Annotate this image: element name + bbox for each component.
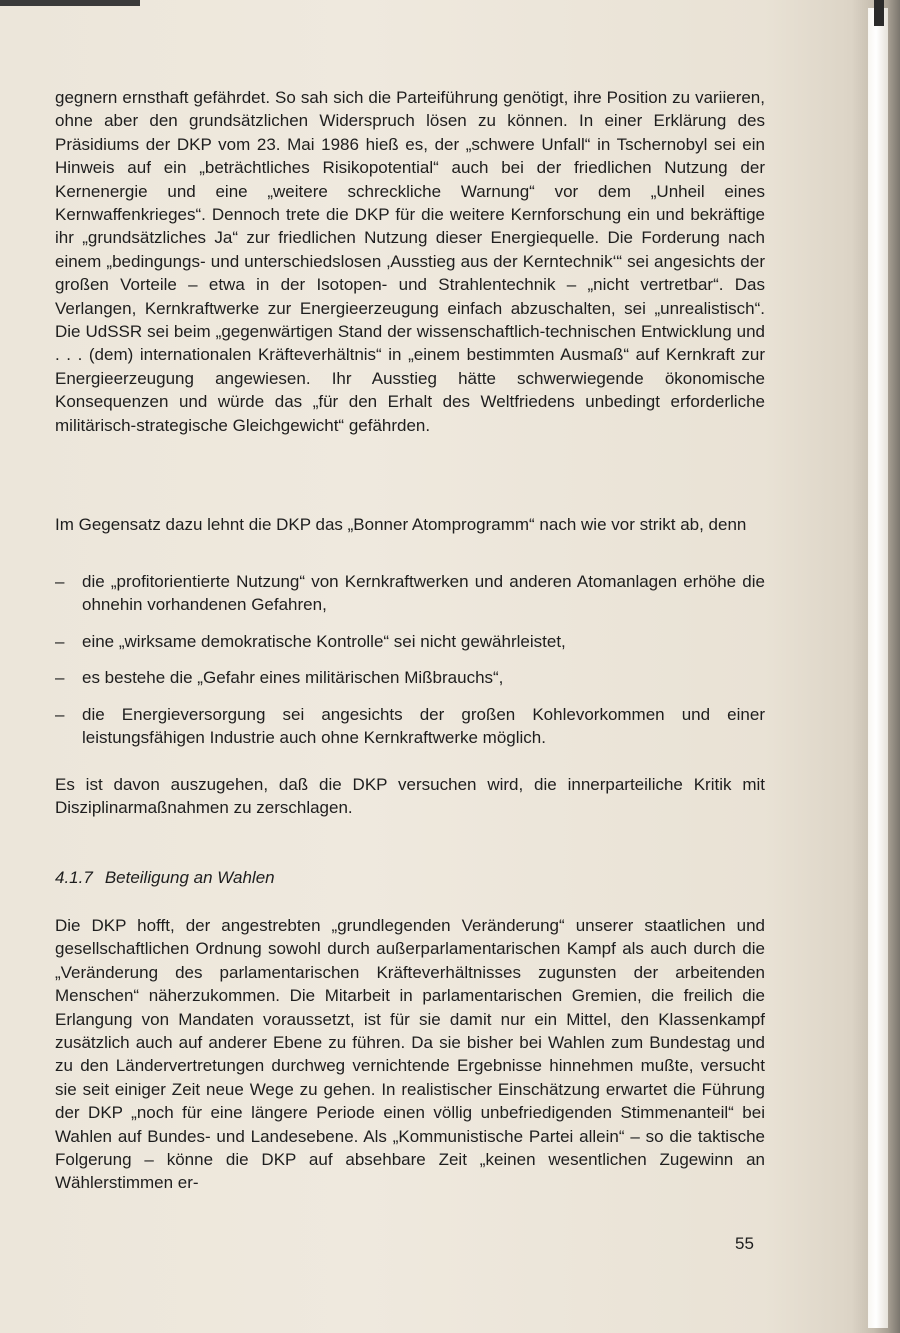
list-item-text: eine „wirksame demokratische Kontrolle“ sei nicht gewährleistet, bbox=[82, 631, 566, 651]
dash-bullet: – bbox=[55, 668, 65, 688]
paragraph-text: Im Gegensatz dazu lehnt die DKP das „Bonner Atomprogramm“ nach wie vor strikt ab, denn bbox=[55, 515, 747, 534]
section-number: 4.1.7 bbox=[55, 868, 93, 887]
paragraph-disziplinarmassnahmen bbox=[55, 773, 765, 820]
dash-bullet: – bbox=[55, 572, 65, 591]
paragraph-wahlen bbox=[55, 914, 765, 1195]
paragraph-text: Es ist davon auszugehen, daß die DKP versuchen wird, die innerparteiliche Kritik mit Disziplinarmaßnahmen zu zerschlagen. bbox=[55, 775, 765, 818]
list-item-text: die „profitorientierte Nutzung“ von Kernkraftwerken und anderen Atomanlagen erhöhe die ohnehin vorhandenen Gefahren, bbox=[82, 572, 765, 615]
binding-top-mark bbox=[874, 0, 884, 26]
list-item bbox=[55, 570, 765, 617]
dash-bullet: – bbox=[55, 631, 65, 651]
dash-bullet: – bbox=[55, 704, 65, 724]
list-item-text: es bestehe die „Gefahr eines militärischen Mißbrauchs“, bbox=[82, 668, 504, 688]
reasons-list bbox=[55, 570, 765, 762]
list-item bbox=[55, 630, 765, 653]
paragraph-chernobyl bbox=[55, 86, 765, 437]
paragraph-text: Die DKP hofft, der angestrebten „grundlegenden Veränderung“ unserer staatlichen und gesellschaftlichen Ordnung sowohl durch außerparlamentarischen Kampf als auch durch die „Veränderung des parlamentarischen Kräfteverhältnisses zugunsten der arbeitenden Menschen“ näherzukommen. Die Mitarbeit in parlamentarischen Gremien, die freilich die Erlangung von Mandaten voraussetzt, ist für sie damit nur ein Mittel, den Klassenkampf zusätzlich auch auf anderer Ebene zu führen. Da sie bisher bei Wahlen zum Bundestag und zu den Ländervertretungen durchweg vernichtende Ergebnisse hinnehmen mußte, versucht sie seit einiger Zeit neue Wege zu gehen. In realistischer Einschätzung erwartet die Führung der DKP „noch für eine längere Periode einen völlig unbefriedigenden Stimmenanteil“ bei Wahlen auf Bundes- und Landesebene. Als „Kommunistische Partei allein“ – so die taktische Folgerung – könne die DKP auf absehbare Zeit „keinen wesentlichen Zugewinn an Wählerstimmen er- bbox=[55, 916, 765, 1193]
scan-top-edge bbox=[0, 0, 140, 6]
list-item bbox=[55, 703, 765, 750]
section-heading bbox=[55, 866, 275, 889]
paragraph-text: gegnern ernsthaft gefährdet. So sah sich die Parteiführung genötigt, ihre Position zu variieren, ohne aber den grundsätzlichen Widerspruch lösen zu können. In einer Erklärung des Präsidiums der DKP vom 23. Mai 1986 hieß es, der „schwere Unfall“ in Tschernobyl sei ein Hinweis auf ein „beträchtliches Risikopotential“ auch bei der friedlichen Nutzung der Kernenergie und eine „weitere schreckliche Warnung“ vor dem „Unheil eines Kernwaffenkrieges“. Dennoch trete die DKP für die weitere Kernforschung ein und bekräftige ihr „grundsätzliches Ja“ zur friedlichen Nutzung dieser Energiequelle. Die Forderung nach einem „bedingungs- und unterschiedslosen ‚Ausstieg aus der Kerntechnik‘“ sei angesichts der großen Vorteile – etwa in der Isotopen- und Strahlentechnik – „nicht vertretbar“. Das Verlangen, Kernkraftwerke zur Energieerzeugung einfach abzuschalten, sei „unrealistisch“. Die UdSSR sei beim „gegenwärtigen Stand der wissenschaftlich-technischen Entwicklung und . . . (dem) internationalen Kräfteverhältnis“ in „einem bestimmten Ausmaß“ auf Kernkraft zur Energieerzeugung angewiesen. Ihr Ausstieg hätte schwerwiegende ökonomische Konsequenzen und würde das „für den Erhalt des Weltfriedens unbedingt erforderliche militärisch-strategische Gleichgewicht“ gefährden. bbox=[55, 88, 765, 435]
paragraph-bonner-atomprogramm bbox=[55, 513, 765, 536]
list-item-text: die Energieversorgung sei angesichts der großen Kohlevorkommen und einer leistungsfähigen Industrie auch ohne Kernkraftwerke möglich. bbox=[82, 704, 765, 748]
list-item bbox=[55, 666, 765, 689]
section-title: Beteiligung an Wahlen bbox=[104, 868, 275, 887]
binding-edge bbox=[868, 8, 888, 1328]
page-number: 55 bbox=[735, 1234, 754, 1253]
